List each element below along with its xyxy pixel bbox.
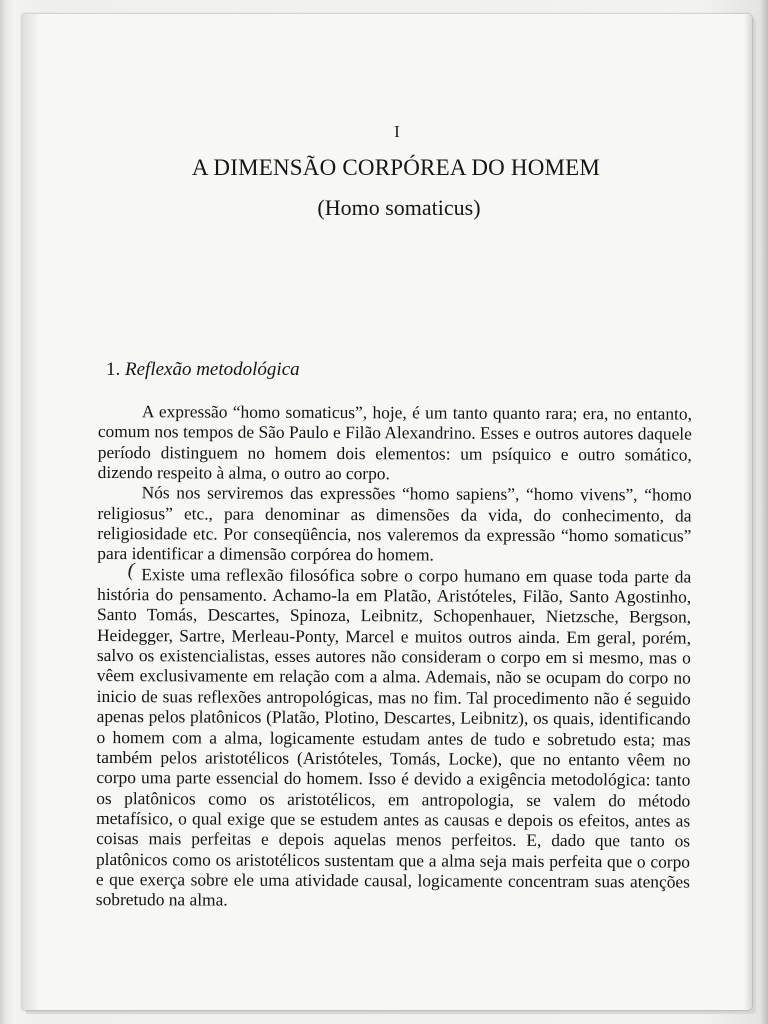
paragraph: Nós nos serviremos das expressões “homo sapiens”, “homo vivens”, “homo religiosus” etc., para denominar as dimensões da vida, do conhecimento, da religiosidade etc. Por conseqüência, nos valeremos da expressão “homo somaticus” para identificar a dimensão corpórea do homem. — [97, 482, 692, 565]
paragraph: Existe uma reflexão filosófica sobre o corpo humano em quase toda parte da história do pensamento. Achamo-la em Platão, Aristóteles, Filão, Santo Agostinho, Santo Tomás, Descartes, Spinoza, Leibnitz, Schopenhauer, Nietzsche, Bergson, Heidegger, Sartre, Merleau-Ponty, Marcel e muitos outros ainda. Em geral, porém, salvo os existencialistas, esses autores não consideram o corpo em si mesmo, mas o vêem exclusivamente em relação com a alma. Ademais, não se ocupam do corpo no inicio de suas reflexões antropológicas, mas no fim. Tal procedimento não é seguido apenas pelos platônicos (Platão, Plotino, Descartes, Leibnitz), os quais, identificando o homem com a alma, logicamente estudam antes de tudo e sobretudo esta; mas também pelos aristotélicos (Aristóteles, Tomás, Locke), que no entanto vêem no corpo uma parte essencial do homem. Isso é devido a exigência metodológica: tanto os platônicos como os aristotélicos, em antropologia, se valem do método metafísico, o qual exige que se estudem antes as causas e depois os efeitos, antes as coisas mais perfeitas e depois aquelas menos perfeitos. E, dado que tanto os platônicos como os aristotélicos sustentam que a alma seja mais perfeita que o corpo e que exerça sobre ele uma atividade causal, logicamente concentram suas atenções sobretudo na alma. — [95, 563, 692, 910]
chapter-title: A DIMENSÃO CORPÓREA DO HOMEM — [191, 155, 601, 180]
chapter-subtitle: (Homo somaticus) — [317, 195, 481, 220]
section-title: Reflexão metodológica — [125, 359, 300, 380]
handwritten-mark: ( — [125, 558, 137, 582]
chapter-number: I — [394, 122, 400, 141]
section-heading — [106, 359, 300, 381]
section-number: 1. — [106, 359, 121, 380]
paragraph: A expressão “homo somaticus”, hoje, é um tanto quanto rara; era, no entanto, comum nos tempos de São Paulo e Filão Alexandrino. Esses e outros autores daquele período distinguem no homem dois elementos: um psíquico e outro somático, dizendo respeito à alma, o outro ao corpo. — [97, 401, 692, 484]
book-page — [22, 14, 752, 1010]
body-text — [96, 401, 692, 912]
